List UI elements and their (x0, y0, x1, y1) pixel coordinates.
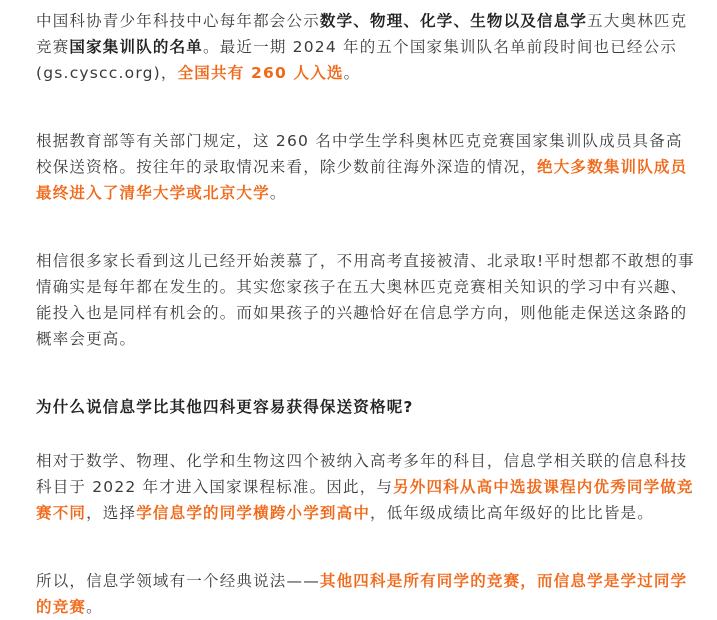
paragraph-parents (36, 248, 695, 352)
text-segment: 根据教育部等有关部门规定，这 260 名中学生学科奥林匹克竞赛国家集训队成员具备高校保送资格。按往年的录取情况来看，除少数前往海外深造的情况， (36, 132, 683, 176)
text-segment: 。 (343, 64, 361, 82)
paragraph-conclusion (36, 568, 695, 620)
text-segment: 相信很多家长看到这儿已经开始羡慕了，不用高考直接被清、北录取!平时想都不敢想的事情确实是每年都在发生的。其实您家孩子在五大奥林匹克竞赛相关知识的学习中有兴趣、能投入也是同样有机会的。而如果孩子的兴趣恰好在信息学方向，则他能走保送这条路的概率会更高。 (36, 252, 695, 348)
text-segment: ，低年级成绩比高年级好的比比皆是。 (370, 504, 654, 522)
highlight-260-selected: 全国共有 260 人入选 (177, 64, 344, 82)
text-segment: 相对于数学、物理、化学和生物这四个被纳入高考多年的科目，信息学相关联的信息科技科目于 2022 年才进入国家课程标准。因此，与 (36, 452, 688, 496)
text-segment: 。 (86, 598, 103, 616)
paragraph-admission (36, 128, 695, 206)
bold-subjects: 数学、物理、化学、生物以及信息学 (319, 12, 588, 30)
highlight-primary-to-high: 学信息学的同学横跨小学到高中 (136, 504, 371, 522)
text-segment: 。最近一期 2024 年的五个国家集训队名单前段时间也已经公示(gs.cyscc.org)， (36, 38, 678, 82)
bold-team-list: 国家集训队的名单 (69, 38, 204, 56)
paragraph-intro (36, 8, 695, 86)
text-segment: ，选择 (86, 504, 137, 522)
text-segment: 所以，信息学领域有一个经典说法—— (36, 572, 320, 590)
text-segment: 。 (269, 184, 287, 202)
highlight-classic-saying: 其他四科是所有同学的竞赛，而信息学是学过同学的竞赛 (36, 572, 688, 616)
text-segment: 中国科协青少年科技中心每年都会公示 (36, 12, 320, 30)
highlight-tsinghua-peking: 绝大多数集训队成员最终进入了清华大学或北京大学 (36, 158, 688, 202)
section-heading: 为什么说信息学比其他四科更容易获得保送资格呢? (36, 398, 414, 416)
paragraph-comparison (36, 448, 695, 526)
highlight-other-subjects: 另外四科从高中选拔课程内优秀同学做竞赛不同 (36, 478, 694, 522)
text-segment: 五大奥林匹克竞赛 (36, 12, 688, 56)
